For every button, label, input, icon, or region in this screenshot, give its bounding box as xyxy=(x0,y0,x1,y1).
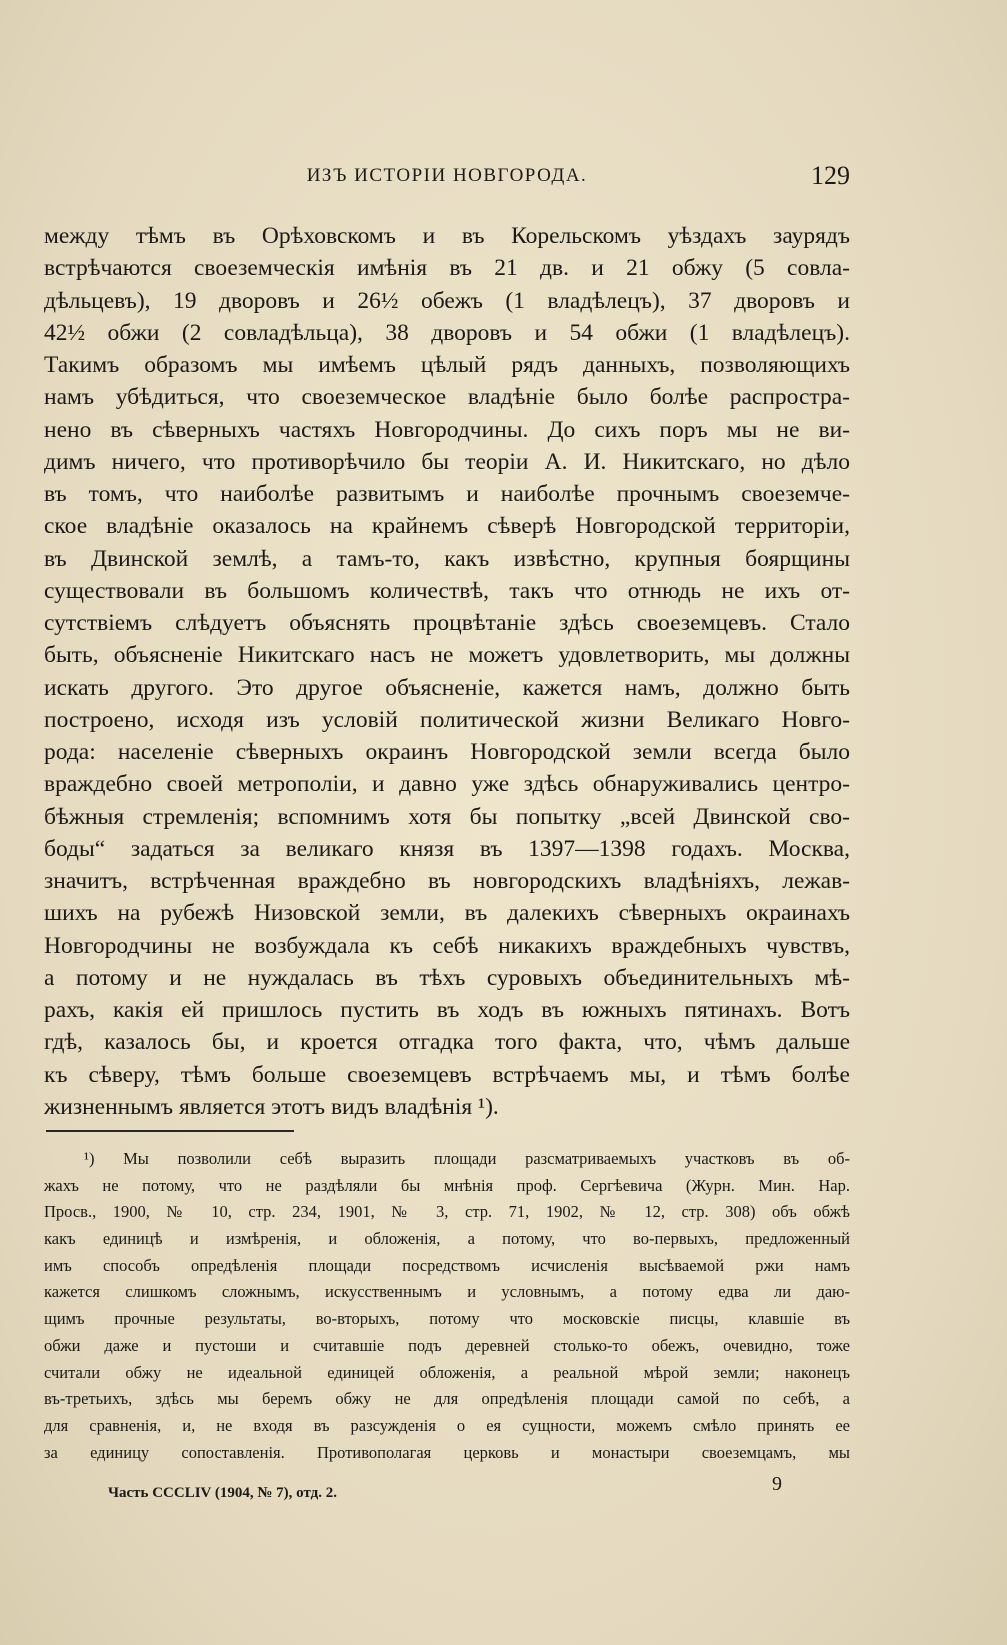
text-line: а потому и не нуждалась въ тѣхъ суровыхъ объединительныхъ мѣ- xyxy=(44,964,850,991)
text-line: враждебно своей метрополіи, и давно уже здѣсь обнаруживались центро- xyxy=(44,771,850,798)
text-line: сутствіемъ слѣдуетъ объяснять процвѣтаніе здѣсь своеземцевъ. Стало xyxy=(44,610,850,636)
text-line: встрѣчаются своеземческія имѣнія въ 21 дв. и 21 обжу (5 совла- xyxy=(44,255,850,282)
printer-signature: Часть CCCLIV (1904, № 7), отд. 2. xyxy=(108,1485,337,1501)
page-number: 129 xyxy=(811,161,850,190)
text-line: значитъ, встрѣченная враждебно въ новгородскихъ владѣніяхъ, лежав- xyxy=(44,868,850,894)
footnote-line: считали обжу не идеальной единицей обложенія, а реальной мѣрой земли; наконецъ xyxy=(44,1362,850,1382)
footnote-line: щимъ прочные результаты, во-вторыхъ, потому что московскіе писцы, клавшіе въ xyxy=(44,1309,850,1329)
text-line: искать другого. Это другое объясненіе, кажется намъ, должно быть xyxy=(44,674,850,701)
text-line: рода: населеніе сѣверныхъ окраинъ Новгородской земли всегда было xyxy=(44,739,850,765)
text-line: гдѣ, казалось бы, и кроется отгадка того факта, что, чѣмъ дальше xyxy=(44,1029,850,1056)
text-line: нено въ сѣверныхъ частяхъ Новгородчины. До сихъ поръ мы не ви- xyxy=(44,416,850,443)
text-line: бѣжныя стремленія; вспомнимъ хотя бы попытку „всей Двинской сво- xyxy=(44,803,850,830)
footnote-line: обжи даже и пустоши и считавшіе подъ деревней столько-то обежъ, очевидно, тоже xyxy=(44,1335,850,1355)
page-header xyxy=(44,161,850,195)
text-line-last: жизненнымъ является этотъ видъ владѣнія ¹). xyxy=(44,1093,499,1120)
footnote-line: имъ способъ опредѣленія площади посредствомъ исчисленія высѣваемой ржи намъ xyxy=(44,1255,850,1275)
sheet-number: 9 xyxy=(772,1473,782,1495)
footnote-line: Просв., 1900, № 10, стр. 234, 1901, № 3, стр. 71, 1902, № 12, стр. 308) объ обжѣ xyxy=(44,1202,850,1222)
text-line: димъ ничего, что противорѣчило бы теоріи А. И. Никитскаго, но дѣло xyxy=(44,448,850,475)
text-line: въ Двинской землѣ, а тамъ-то, какъ извѣстно, крупныя боярщины xyxy=(44,545,850,572)
text-line: быть, объясненіе Никитскаго насъ не можетъ удовлетворить, мы должны xyxy=(44,642,850,669)
text-line: построено, исходя изъ условій политической жизни Великаго Новго- xyxy=(44,706,850,733)
footnote-rule xyxy=(46,1130,294,1132)
text-line: намъ убѣдиться, что своеземческое владѣніе было болѣе распростра- xyxy=(44,384,850,411)
text-line: въ томъ, что наиболѣе развитымъ и наиболѣе прочнымъ своеземче- xyxy=(44,481,850,507)
text-line: къ сѣверу, тѣмъ больше своеземцевъ встрѣчаемъ мы, и тѣмъ болѣе xyxy=(44,1061,850,1088)
text-line: Такимъ образомъ мы имѣемъ цѣлый рядъ данныхъ, позволяющихъ xyxy=(44,352,850,378)
text-line: дѣльцевъ), 19 дворовъ и 26½ обежъ (1 владѣлецъ), 37 дворовъ и xyxy=(44,287,850,314)
footnote-line: какъ единицѣ и измѣренія, и обложенія, а потому, что во-первыхъ, предложенный xyxy=(44,1229,850,1249)
text-line: боды“ задаться за великаго князя въ 1397—1398 годахъ. Москва, xyxy=(44,835,850,862)
text-line: рахъ, какія ей пришлось пустить въ ходъ въ южныхъ пятинахъ. Вотъ xyxy=(44,997,850,1023)
page-footer xyxy=(44,1473,850,1503)
footnote-line: для сравненія, и, не входя въ разсужденія о ея сущности, можемъ смѣло принять ее xyxy=(44,1415,850,1435)
footnote-line: кажется слишкомъ сложнымъ, искусственнымъ и условнымъ, а потому едва ли даю- xyxy=(44,1282,850,1302)
text-line: существовали въ большомъ количествѣ, такъ что отнюдь не ихъ от- xyxy=(44,577,850,604)
text-line: 42½ обжи (2 совладѣльца), 38 дворовъ и 54 обжи (1 владѣлецъ). xyxy=(44,319,850,346)
running-title: ИЗЪ ИСТОРІИ НОВГОРОДА. xyxy=(306,165,588,186)
footnote-line: за единицу сопоставленія. Противополагая церковь и монастыри своеземцамъ, мы xyxy=(44,1442,850,1462)
footnote-line: жахъ не потому, что не раздѣляли бы мнѣнія проф. Сергѣевича (Журн. Мин. Нар. xyxy=(44,1175,850,1195)
text-line: ское владѣніе оказалось на крайнемъ сѣверѣ Новгородской территоріи, xyxy=(44,513,850,540)
text-line: Новгородчины не возбуждала къ себѣ никакихъ враждебныхъ чувствъ, xyxy=(44,932,850,959)
footnote-line: въ-третьихъ, здѣсь мы беремъ обжу не для опредѣленія площади самой по себѣ, а xyxy=(44,1389,850,1409)
text-line: шихъ на рубежѣ Низовской земли, въ далекихъ сѣверныхъ окраинахъ xyxy=(44,900,850,927)
footnote-line: ¹) Мы позволили себѣ выразить площади разсматриваемыхъ участковъ въ об- xyxy=(84,1149,850,1168)
main-text xyxy=(44,220,850,1123)
text-line: между тѣмъ въ Орѣховскомъ и въ Корельскомъ уѣздахъ заурядъ xyxy=(44,223,850,249)
footnote xyxy=(44,1146,850,1466)
